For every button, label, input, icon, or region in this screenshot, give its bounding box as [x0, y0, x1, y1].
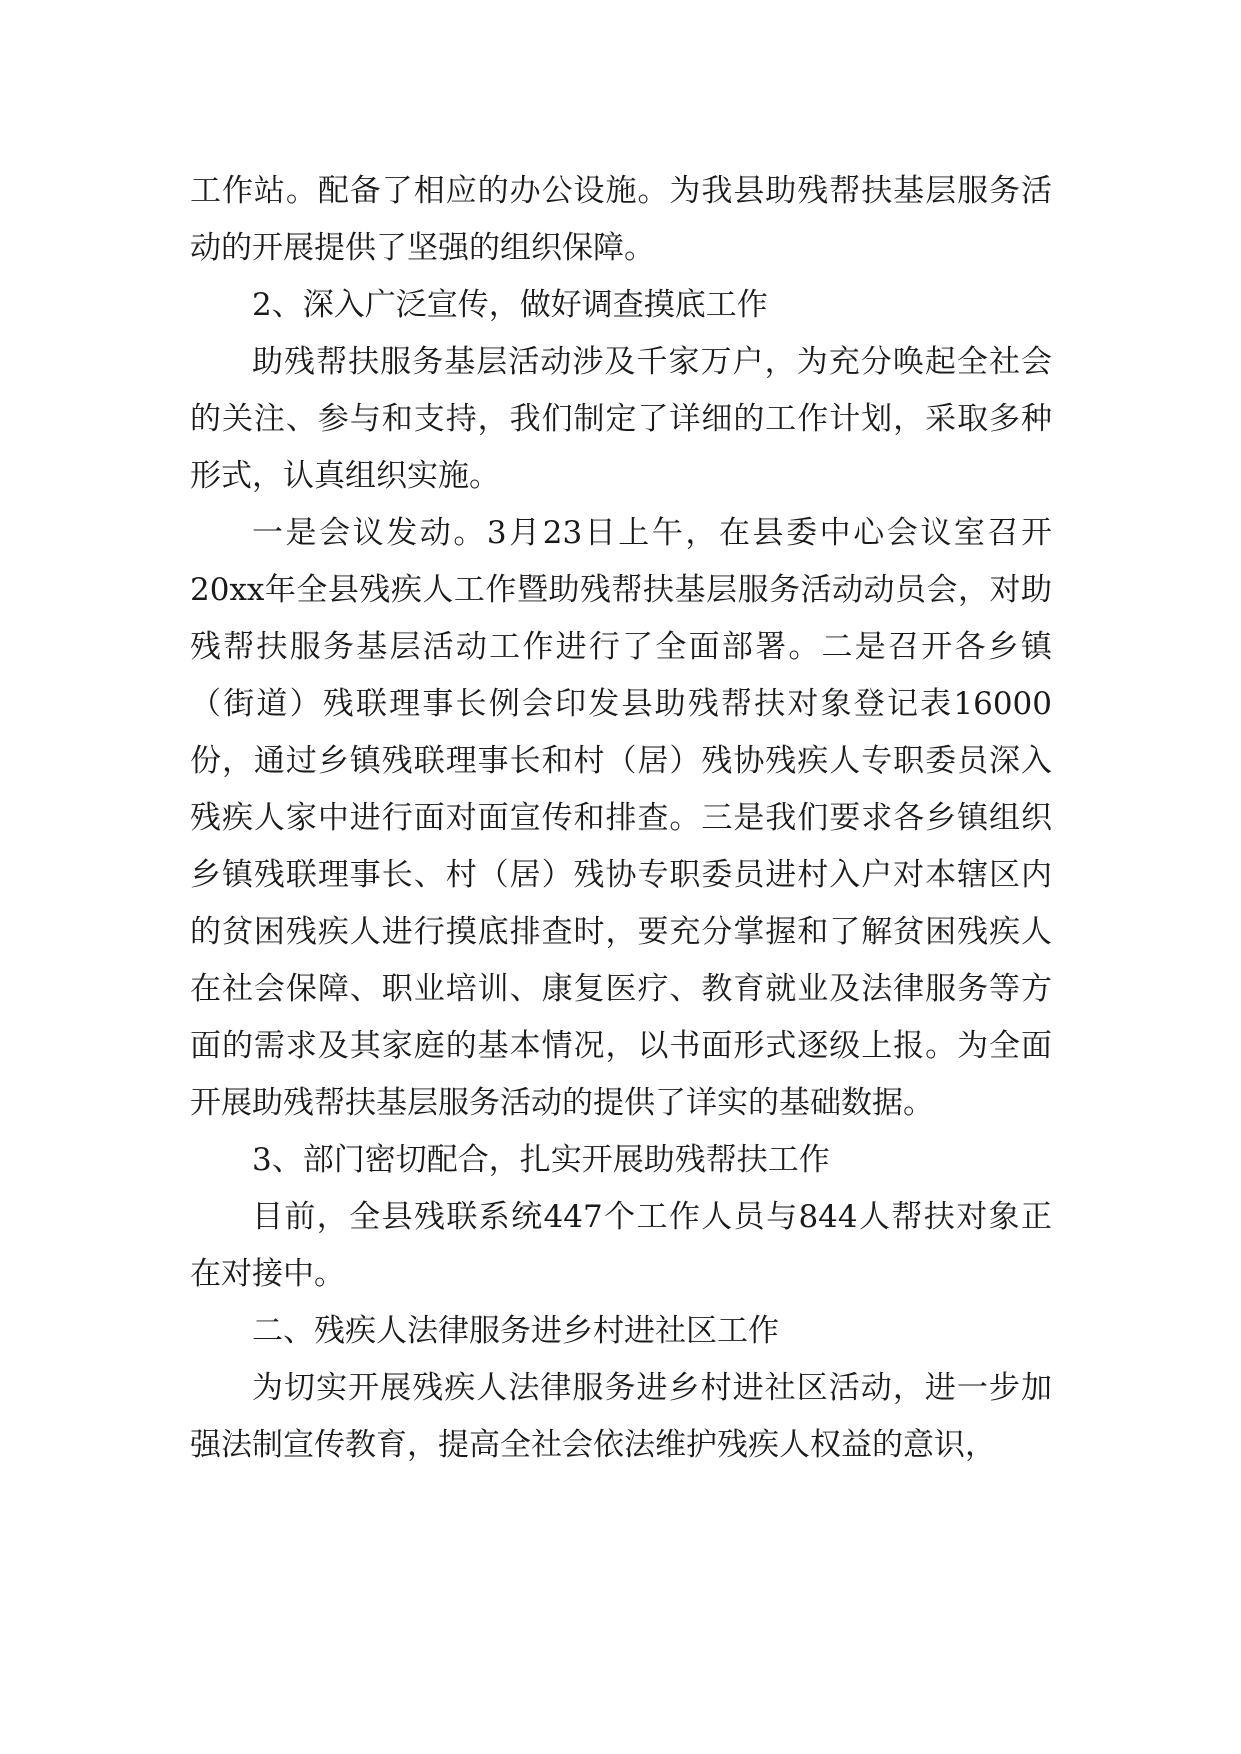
paragraph-6: 目前，全县残联系统447个工作人员与844人帮扶对象正在对接中。: [190, 1199, 1052, 1292]
paragraph-3: 助残帮扶服务基层活动涉及千家万户，为充分唤起全社会的关注、参与和支持，我们制定了详细的工作计划，采取多种形式，认真组织实施。: [190, 344, 1052, 494]
section-heading-5: 3、部门密切配合，扎实开展助残帮扶工作: [252, 1142, 830, 1178]
paragraph-4: 一是会议发动。3月23日上午，在县委中心会议室召开20xx年全县残疾人工作暨助残帮扶基层服务活动动员会，对助残帮扶服务基层活动工作进行了全面部署。二是召开各乡镇（街道）残联理事长例会印发县助残帮扶对象登记表16000份，通过乡镇残联理事长和村（居）残协残疾人专职委员深入残疾人家中进行面对面宣传和排查。三是我们要求各乡镇组织乡镇残联理事长、村（居）残协专职委员进村入户对本辖区内的贫困残疾人进行摸底排查时，要充分掌握和了解贫困残疾人在社会保障、职业培训、康复医疗、教育就业及法律服务等方面的需求及其家庭的基本情况，以书面形式逐级上报。为全面开展助残帮扶基层服务活动的提供了详实的基础数据。: [190, 515, 1052, 1121]
paragraph-1: 工作站。配备了相应的办公设施。为我县助残帮扶基层服务活动的开展提供了坚强的组织保障。: [190, 173, 1052, 266]
section-heading-7: 二、残疾人法律服务进乡村进社区工作: [252, 1313, 779, 1349]
document-body: [190, 163, 1052, 1474]
section-heading-2: 2、深入广泛宣传，做好调查摸底工作: [252, 287, 768, 323]
paragraph-8: 为切实开展残疾人法律服务进乡村进社区活动，进一步加强法制宣传教育，提高全社会依法维护残疾人权益的意识，: [190, 1370, 1052, 1463]
